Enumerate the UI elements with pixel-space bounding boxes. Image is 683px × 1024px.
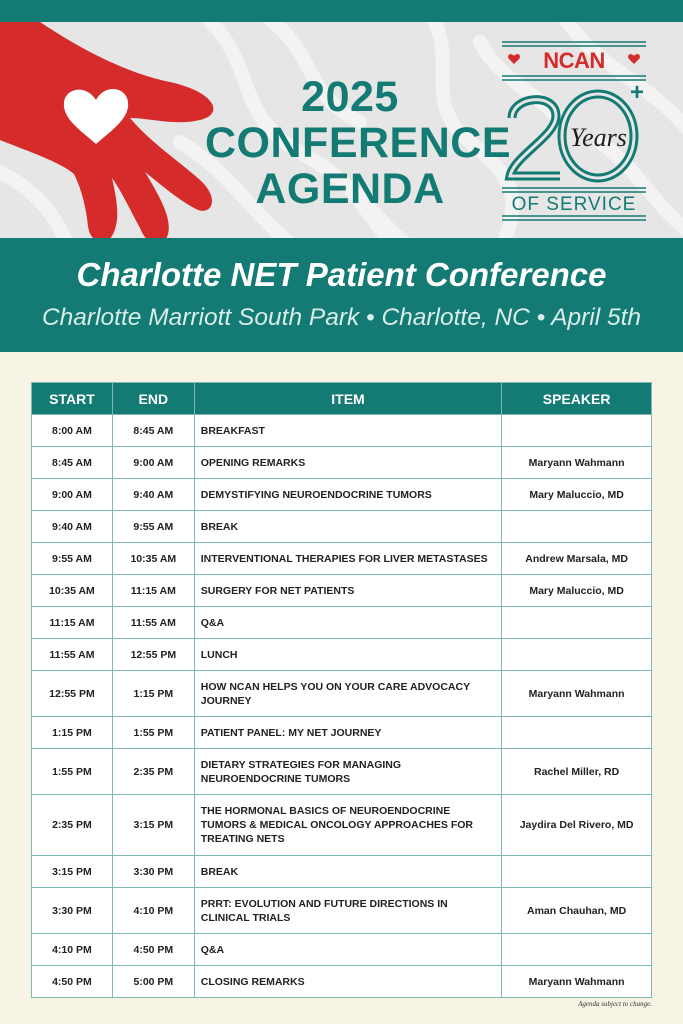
header-start: START [32,383,113,415]
agenda-row [32,607,652,639]
row-end-time: 4:50 PM [112,934,194,966]
row-end-time: 9:40 AM [112,479,194,511]
row-speaker: Aman Chauhan, MD [502,888,652,934]
agenda-footnote: Agenda subject to change. [578,1000,652,1008]
row-speaker: Andrew Marsala, MD [502,543,652,575]
row-start-time: 8:45 AM [32,447,113,479]
agenda-row [32,639,652,671]
row-speaker [502,415,652,447]
agenda-title [205,73,512,213]
agenda-row [32,671,652,717]
header-end: END [112,383,194,415]
agenda-row [32,934,652,966]
row-end-time: 11:55 AM [112,607,194,639]
row-start-time: 10:35 AM [32,575,113,607]
logo-service-text: OF SERVICE [511,194,637,215]
row-speaker [502,639,652,671]
row-start-time: 12:55 PM [32,671,113,717]
row-item: HOW NCAN HELPS YOU ON YOUR CARE ADVOCACY JOURNEY [194,671,501,717]
row-end-time: 11:15 AM [112,575,194,607]
row-end-time: 10:35 AM [112,543,194,575]
agenda-row [32,717,652,749]
row-end-time: 9:55 AM [112,511,194,543]
row-end-time: 9:00 AM [112,447,194,479]
row-end-time: 1:55 PM [112,717,194,749]
row-start-time: 9:55 AM [32,543,113,575]
row-item: THE HORMONAL BASICS OF NEUROENDOCRINE TUMORS & MEDICAL ONCOLOGY APPROACHES FOR TREATING NETS [194,795,501,856]
row-start-time: 2:35 PM [32,795,113,856]
row-item: BREAKFAST [194,415,501,447]
row-item: BREAK [194,856,501,888]
row-end-time: 1:15 PM [112,671,194,717]
agenda-row [32,575,652,607]
agenda-row [32,856,652,888]
row-speaker [502,934,652,966]
logo-years: Years [570,123,627,152]
row-end-time: 3:30 PM [112,856,194,888]
row-speaker: Maryann Wahmann [502,671,652,717]
row-end-time: 12:55 PM [112,639,194,671]
title-year: 2025 [301,73,399,121]
row-end-time: 8:45 AM [112,415,194,447]
row-speaker: Maryann Wahmann [502,966,652,998]
row-item: OPENING REMARKS [194,447,501,479]
row-start-time: 8:00 AM [32,415,113,447]
row-item: BREAK [194,511,501,543]
agenda-header-row [32,383,652,415]
ncan-20-years-logo [500,38,648,223]
row-speaker [502,717,652,749]
agenda-row [32,888,652,934]
row-item: CLOSING REMARKS [194,966,501,998]
conference-name: Charlotte NET Patient Conference [76,256,607,293]
title-agenda: AGENDA [255,165,445,213]
row-item: LUNCH [194,639,501,671]
row-speaker: Maryann Wahmann [502,447,652,479]
agenda-row [32,966,652,998]
row-speaker [502,856,652,888]
row-start-time: 9:00 AM [32,479,113,511]
row-speaker [502,511,652,543]
agenda-row [32,479,652,511]
logo-service [500,194,648,216]
row-item: PRRT: EVOLUTION AND FUTURE DIRECTIONS IN CLINICAL TRIALS [194,888,501,934]
row-start-time: 4:50 PM [32,966,113,998]
row-end-time: 4:10 PM [112,888,194,934]
row-start-time: 11:55 AM [32,639,113,671]
logo-brand: NCAN [543,48,605,73]
agenda-row [32,795,652,856]
row-item: DEMYSTIFYING NEUROENDOCRINE TUMORS [194,479,501,511]
row-item: Q&A [194,607,501,639]
agenda-table [31,382,652,998]
row-item: DIETARY STRATEGIES FOR MANAGING NEUROENDOCRINE TUMORS [194,749,501,795]
row-item: PATIENT PANEL: MY NET JOURNEY [194,717,501,749]
row-start-time: 1:15 PM [32,717,113,749]
agenda-row [32,415,652,447]
row-start-time: 3:15 PM [32,856,113,888]
row-speaker [502,607,652,639]
header-speaker: SPEAKER [502,383,652,415]
conference-location: Charlotte Marriott South Park • Charlotte, NC • April 5th [41,304,642,331]
row-start-time: 3:30 PM [32,888,113,934]
row-speaker: Mary Maluccio, MD [502,575,652,607]
row-item: Q&A [194,934,501,966]
row-item: SURGERY FOR NET PATIENTS [194,575,501,607]
title-conference: CONFERENCE [205,119,512,167]
agenda-body [32,415,652,998]
row-start-time: 11:15 AM [32,607,113,639]
row-end-time: 3:15 PM [112,795,194,856]
logo-plus: + [630,79,645,106]
row-start-time: 1:55 PM [32,749,113,795]
header-item: ITEM [194,383,501,415]
agenda-row [32,749,652,795]
row-speaker: Rachel Miller, RD [502,749,652,795]
agenda-row [32,447,652,479]
row-speaker: Jaydira Del Rivero, MD [502,795,652,856]
row-end-time: 5:00 PM [112,966,194,998]
row-item: INTERVENTIONAL THERAPIES FOR LIVER METASTASES [194,543,501,575]
agenda-row [32,543,652,575]
row-end-time: 2:35 PM [112,749,194,795]
row-speaker: Mary Maluccio, MD [502,479,652,511]
conference-band [0,238,683,352]
agenda-row [32,511,652,543]
row-start-time: 9:40 AM [32,511,113,543]
top-bar [0,0,683,22]
row-start-time: 4:10 PM [32,934,113,966]
